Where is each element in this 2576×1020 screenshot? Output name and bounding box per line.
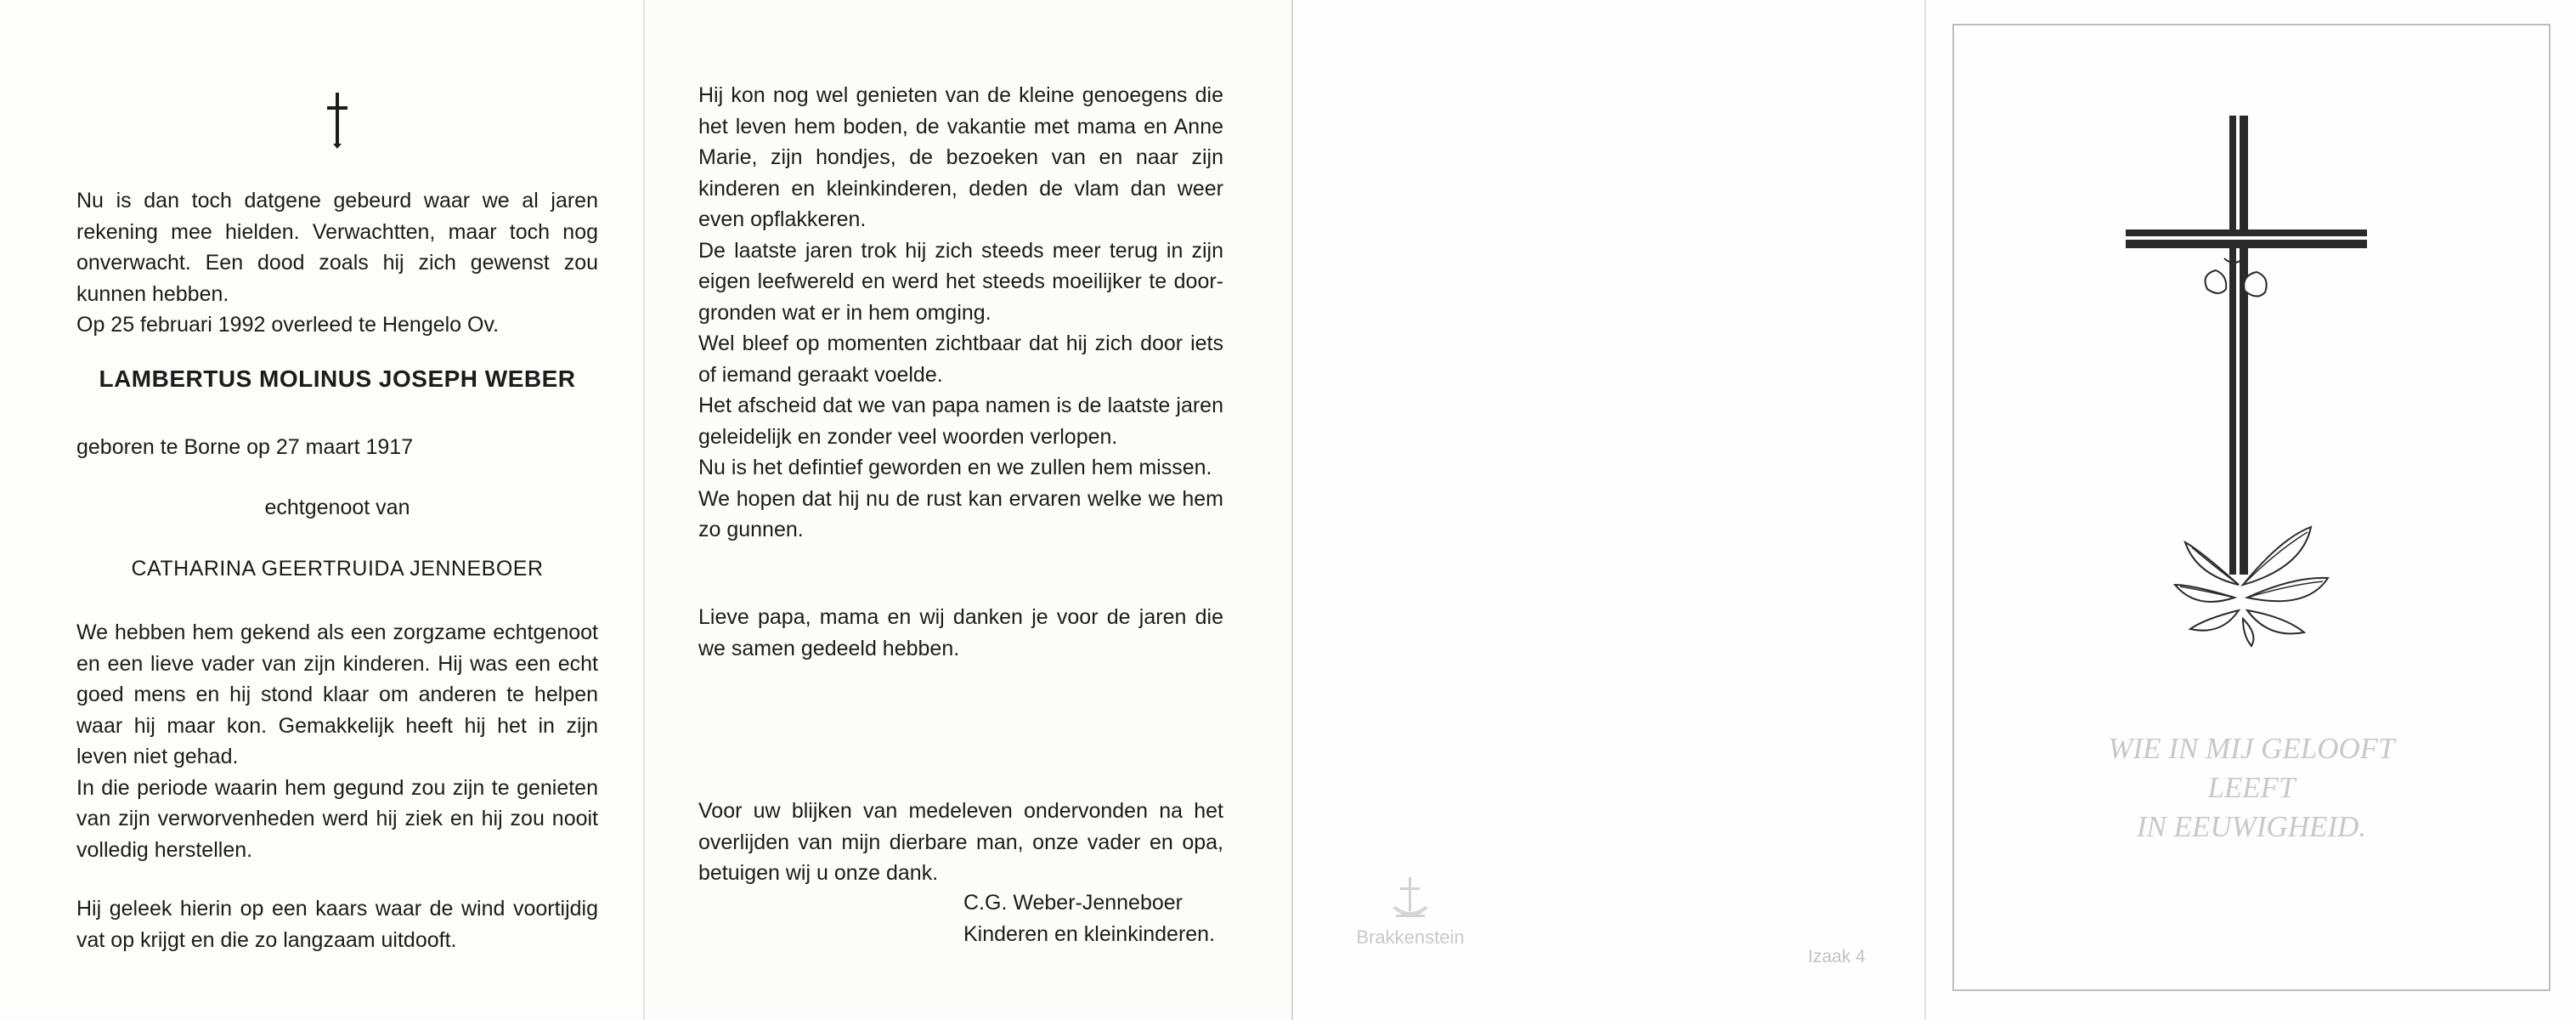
intro-text (76, 185, 598, 341)
fold-line (643, 0, 645, 1020)
back-cover-panel (1291, 0, 1925, 1020)
reflection-paragraph: Hij kon nog wel genieten van de kleine genoegens die het leven hem boden, de vakantie met mama en Anne Marie, zijn hondjes, de bezoeken van en naar zijn kinderen en kleinkinderen, deden de vlam dan weer even opflakkeren. (698, 83, 1223, 231)
cross-icon (323, 89, 352, 149)
reflection-paragraph: De laatste jaren trok hij zich steeds meer terug in zijn eigen leefwereld en werd het steeds moeilijker te doorgronden wat er in hem omging. (698, 238, 1223, 325)
signature-name: C.G. Weber-Jenneboer (963, 891, 1183, 915)
card-code: Izaak 4 (1808, 947, 1866, 966)
reflection-text (698, 80, 1223, 546)
reflection-paragraph: Nu is het defintief geworden en we zullen hem missen. (698, 456, 1212, 479)
memorial-paragraph: In die periode waarin hem gegund zou zijn te genieten van zijn verworvenheden werd hij ziek en hij zou nooit volledig herstellen. (76, 775, 598, 862)
signature-block (963, 887, 1215, 949)
publisher-logo-icon (1389, 876, 1432, 923)
memorial-text (76, 617, 598, 865)
reflection-paragraph: We hopen dat hij nu de rust kan ervaren welke we hem zo gunnen. (698, 486, 1223, 541)
cross-with-flowers-icon (2116, 109, 2370, 653)
publisher-mark (1342, 876, 1478, 949)
death-notice: Op 25 februari 1992 overleed te Hengelo Ov. (76, 313, 500, 337)
verse-line: IN EEUWIGHEID. (2136, 810, 2367, 843)
deceased-name: LAMBERTUS MOLINUS JOSEPH WEBER (99, 366, 576, 392)
scripture-verse (2022, 729, 2481, 847)
candle-text: Hij geleek hierin op een kaars waar de wind voortijdig vat op krijgt en die zo langzaam uitdooft. (76, 897, 598, 952)
reflection-paragraph: Wel bleef op momenten zichtbaar dat hij zich door iets of iemand geraakt voelde. (698, 332, 1223, 387)
acknowledgement-text: Voor uw blijken van medeleven ondervonden na het overlijden van mijn dierbare man, onze vader en opa, betuigen wij u onze dank. (698, 799, 1223, 885)
spouse-name: CATHARINA GEERTRUIDA JENNEBOER (131, 557, 544, 581)
thanks-text: Lieve papa, mama en wij danken je voor de jaren die we samen gedeeld hebben. (698, 605, 1223, 660)
reflection-paragraph: Het afscheid dat we van papa namen is de laatste jaren geleidelijk en zonder veel woorden verlopen. (698, 394, 1223, 449)
signature-family: Kinderen en kleinkinderen. (963, 921, 1216, 946)
intro-paragraph: Nu is dan toch datgene gebeurd waar we al jaren rekening mee hielden. Verwachtten, maar toch nog onverwacht. Een dood zoals hij zich gewenst zou kunnen hebben. (76, 189, 598, 306)
memorial-paragraph: We hebben hem gekend als een zorgzame echtgenoot en een lieve vader van zijn kinderen. Hij was een echt goed mens en hij stond klaar om anderen te helpen waar hij maar kon. Gemakkelijk heeft hij het in zijn leven niet gehad. (76, 620, 598, 768)
verse-line: WIE IN MIJ GELOOFT (2108, 732, 2395, 765)
fold-line (1924, 0, 1926, 1020)
spouse-label: echtgenoot van (264, 496, 410, 519)
publisher-name: Brakkenstein (1356, 926, 1465, 948)
verse-line: LEEFT (2207, 771, 2296, 804)
birth-line: geboren te Borne op 27 maart 1917 (76, 435, 414, 459)
